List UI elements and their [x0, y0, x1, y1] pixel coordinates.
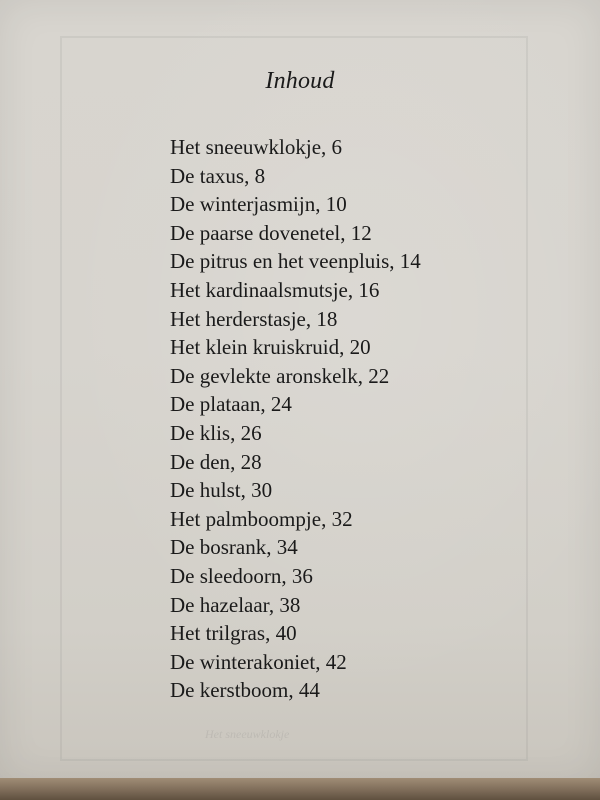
toc-entry-page: 30	[251, 478, 273, 503]
toc-entry-title: Het herderstasje ,	[170, 307, 316, 331]
toc-entry-page: 44	[298, 678, 320, 703]
toc-entry-page: 6	[331, 135, 343, 159]
toc-entry	[170, 448, 421, 477]
toc-entry-page: 22	[368, 363, 390, 388]
toc-entry-title: De winterjasmijn ,	[170, 192, 326, 216]
toc-entry	[170, 619, 421, 648]
toc-entry	[170, 333, 421, 362]
toc-entry-page: 40	[275, 621, 297, 646]
toc-entry-title: Het klein kruiskruid ,	[170, 335, 350, 359]
toc-entry-title: De pitrus en het veenpluis ,	[170, 249, 400, 273]
toc-entry-title: De paarse dovenetel ,	[170, 221, 351, 245]
toc-entry-page: 24	[270, 392, 292, 417]
toc-entry-page: 26	[240, 420, 262, 445]
toc-entry-page: 18	[316, 306, 338, 331]
toc-entry-page: 36	[291, 563, 313, 588]
toc-entry	[170, 676, 421, 705]
toc-entry-title: De klis ,	[170, 421, 241, 445]
toc-entry-page: 32	[331, 506, 353, 531]
toc-entry-page: 20	[349, 335, 371, 360]
toc-entry-page: 42	[325, 649, 347, 674]
toc-entry	[170, 162, 421, 191]
toc-entry-title: De bosrank ,	[170, 535, 277, 559]
table-of-contents	[170, 133, 421, 705]
toc-entry	[170, 533, 421, 562]
toc-entry	[170, 362, 421, 391]
toc-entry-title: De sleedoorn ,	[170, 564, 292, 588]
toc-entry	[170, 648, 421, 677]
table-surface	[0, 778, 600, 800]
toc-entry-title: Het palmboompje ,	[170, 507, 332, 531]
show-through-text: Het sneeuwklokje	[205, 727, 290, 741]
toc-entry	[170, 133, 421, 162]
toc-entry	[170, 305, 421, 334]
toc-entry-page: 12	[350, 220, 372, 245]
toc-entry-page: 28	[240, 449, 262, 474]
toc-entry-title: De kerstboom ,	[170, 678, 299, 702]
toc-entry-page: 14	[399, 249, 421, 274]
toc-entry-page: 38	[279, 592, 301, 617]
toc-entry-title: De winterakoniet ,	[170, 650, 326, 674]
toc-entry	[170, 190, 421, 219]
toc-entry	[170, 591, 421, 620]
toc-entry-page: 8	[254, 163, 266, 188]
page-title: Inhoud	[265, 68, 335, 94]
toc-entry	[170, 562, 421, 591]
toc-entry-title: De hazelaar ,	[170, 593, 279, 617]
toc-entry	[170, 419, 421, 448]
toc-entry-page: 34	[276, 535, 298, 560]
toc-entry	[170, 476, 421, 505]
toc-entry	[170, 219, 421, 248]
toc-entry-title: Het trilgras ,	[170, 621, 276, 645]
toc-entry	[170, 505, 421, 534]
toc-entry-page: 10	[325, 192, 347, 217]
toc-entry-title: Het kardinaalsmutsje ,	[170, 278, 358, 302]
toc-entry	[170, 390, 421, 419]
toc-entry-page: 16	[358, 277, 380, 302]
toc-entry-title: De gevlekte aronskelk ,	[170, 364, 368, 388]
toc-entry-title: De den ,	[170, 450, 241, 474]
toc-entry-title: De plataan ,	[170, 392, 271, 416]
toc-entry-title: De hulst ,	[170, 478, 251, 502]
toc-entry	[170, 276, 421, 305]
toc-entry-title: De taxus ,	[170, 164, 255, 188]
toc-entry-title: Het sneeuwklokje ,	[170, 135, 332, 159]
toc-entry	[170, 247, 421, 276]
